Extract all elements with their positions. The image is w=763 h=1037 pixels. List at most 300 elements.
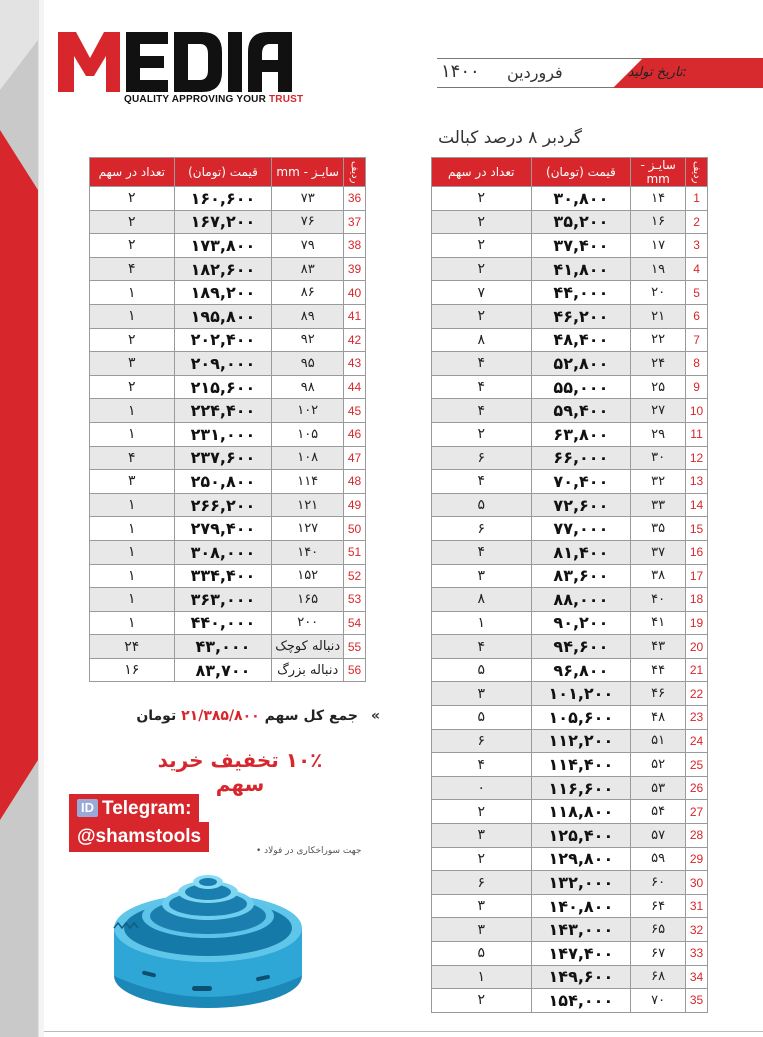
table-row (432, 706, 708, 730)
date-label: تاریخ تولید: (627, 65, 687, 80)
table-row (90, 635, 366, 659)
row-price: ۴۶,۲۰۰ (531, 304, 631, 328)
row-size: ۲۰۰ (272, 611, 344, 635)
row-count: ۱ (90, 588, 175, 612)
row-number: 14 (686, 493, 708, 517)
logo-wordmark (56, 28, 296, 94)
row-number: 37 (344, 210, 366, 234)
row-number: 4 (686, 257, 708, 281)
row-size: ۱۱۴ (272, 470, 344, 494)
row-price: ۱۸۲,۶۰۰ (174, 257, 272, 281)
header-row-number: ردیف (344, 158, 366, 187)
row-number: 15 (686, 517, 708, 541)
row-number: 23 (686, 706, 708, 730)
row-count: ۴ (432, 375, 532, 399)
row-count: ۲ (432, 422, 532, 446)
row-price: ۱۱۲,۲۰۰ (531, 729, 631, 753)
row-count: ۴ (432, 399, 532, 423)
table-row (90, 304, 366, 328)
row-size: ۶۸ (631, 965, 686, 989)
row-price: ۴۴۰,۰۰۰ (174, 611, 272, 635)
row-size: ۶۷ (631, 942, 686, 966)
table-row (432, 635, 708, 659)
date-month: فروردین (507, 63, 563, 82)
row-number: 18 (686, 588, 708, 612)
row-price: ۶۳,۸۰۰ (531, 422, 631, 446)
row-price: ۲۷۹,۴۰۰ (174, 517, 272, 541)
row-count: ۱۶ (90, 658, 175, 682)
row-count: ۳ (90, 470, 175, 494)
table-row (432, 588, 708, 612)
table-row (432, 446, 708, 470)
row-number: 38 (344, 234, 366, 258)
row-price: ۳۶۳,۰۰۰ (174, 588, 272, 612)
row-count: ۳ (432, 894, 532, 918)
row-price: ۱۴۷,۴۰۰ (531, 942, 631, 966)
row-size: ۱۶۵ (272, 588, 344, 612)
row-size: ۶۰ (631, 871, 686, 895)
table-row (90, 611, 366, 635)
side-divider (38, 0, 44, 1037)
row-price: ۹۴,۶۰۰ (531, 635, 631, 659)
row-size: دنباله کوچک (272, 635, 344, 659)
row-price: ۱۵۴,۰۰۰ (531, 989, 631, 1013)
row-price: ۱۱۶,۶۰۰ (531, 776, 631, 800)
row-price: ۸۳,۷۰۰ (174, 658, 272, 682)
row-number: 55 (344, 635, 366, 659)
row-count: ۴ (432, 540, 532, 564)
row-number: 3 (686, 234, 708, 258)
header-row-number: ردیف (686, 158, 708, 187)
row-price: ۱۴۰,۸۰۰ (531, 894, 631, 918)
table-header-row (432, 158, 708, 187)
row-size: ۱۶ (631, 210, 686, 234)
row-number: 13 (686, 470, 708, 494)
row-size: ۶۴ (631, 894, 686, 918)
row-number: 40 (344, 281, 366, 305)
table-row (432, 894, 708, 918)
row-count: ۲ (90, 375, 175, 399)
row-size: ۲۹ (631, 422, 686, 446)
row-price: ۲۳۱,۰۰۰ (174, 422, 272, 446)
row-price: ۳۳۴,۴۰۰ (174, 564, 272, 588)
row-price: ۱۹۵,۸۰۰ (174, 304, 272, 328)
table-row (90, 234, 366, 258)
row-number: 41 (344, 304, 366, 328)
row-size: ۵۹ (631, 847, 686, 871)
row-number: 36 (344, 187, 366, 211)
row-number: 8 (686, 352, 708, 376)
row-price: ۴۳,۰۰۰ (174, 635, 272, 659)
row-count: ۱ (90, 399, 175, 423)
row-size: ۷۶ (272, 210, 344, 234)
table-row (432, 824, 708, 848)
table-row (432, 328, 708, 352)
row-number: 28 (686, 824, 708, 848)
row-size: ۱۲۱ (272, 493, 344, 517)
header-price: قیمت (تومان) (531, 158, 631, 187)
row-size: ۱۲۷ (272, 517, 344, 541)
row-price: ۹۶,۸۰۰ (531, 658, 631, 682)
row-size: ۲۰ (631, 281, 686, 305)
table-row (432, 564, 708, 588)
row-price: ۲۰۲,۴۰۰ (174, 328, 272, 352)
row-price: ۳۰۸,۰۰۰ (174, 540, 272, 564)
row-price: ۳۵,۲۰۰ (531, 210, 631, 234)
table-row (90, 446, 366, 470)
row-number: 47 (344, 446, 366, 470)
table-row (432, 470, 708, 494)
row-count: ۶ (432, 446, 532, 470)
row-size: ۲۷ (631, 399, 686, 423)
row-price: ۴۴,۰۰۰ (531, 281, 631, 305)
header-count: تعداد در سهم (432, 158, 532, 187)
hole-saw-image (108, 858, 308, 1018)
row-number: 51 (344, 540, 366, 564)
row-number: 1 (686, 187, 708, 211)
row-count: ۵ (432, 493, 532, 517)
table-row (432, 257, 708, 281)
row-count: ۲ (90, 234, 175, 258)
row-size: ۳۰ (631, 446, 686, 470)
row-count: ۲ (90, 328, 175, 352)
table-row (432, 281, 708, 305)
table-row (432, 540, 708, 564)
row-number: 9 (686, 375, 708, 399)
row-price: ۲۳۷,۶۰۰ (174, 446, 272, 470)
row-price: ۳۰,۸۰۰ (531, 187, 631, 211)
row-count: ۲ (432, 234, 532, 258)
row-size: ۲۵ (631, 375, 686, 399)
row-count: ۱ (90, 422, 175, 446)
row-count: ۲ (432, 847, 532, 871)
row-count: ۴ (432, 352, 532, 376)
row-count: ۲ (432, 304, 532, 328)
row-size: ۷۹ (272, 234, 344, 258)
row-count: ۵ (432, 706, 532, 730)
row-number: 30 (686, 871, 708, 895)
telegram-handle[interactable]: @shamstools (69, 822, 209, 852)
row-size: ۴۳ (631, 635, 686, 659)
row-count: ۲ (90, 187, 175, 211)
table-row (90, 588, 366, 612)
logo-tagline: QUALITY APPROVING YOUR TRUST (124, 94, 304, 105)
row-size: ۹۸ (272, 375, 344, 399)
row-price: ۱۶۰,۶۰۰ (174, 187, 272, 211)
row-count: ۲ (432, 257, 532, 281)
row-price: ۵۲,۸۰۰ (531, 352, 631, 376)
table-row (90, 352, 366, 376)
row-size: ۵۱ (631, 729, 686, 753)
header-price: قیمت (تومان) (174, 158, 272, 187)
header-size: سایـز - mm (272, 158, 344, 187)
side-band-red (0, 0, 38, 1037)
row-number: 5 (686, 281, 708, 305)
row-count: ۶ (432, 871, 532, 895)
row-count: ۲ (432, 210, 532, 234)
row-count: ۸ (432, 588, 532, 612)
row-count: ۷ (432, 281, 532, 305)
row-price: ۸۸,۰۰۰ (531, 588, 631, 612)
row-number: 39 (344, 257, 366, 281)
row-size: ۱۹ (631, 257, 686, 281)
row-price: ۶۶,۰۰۰ (531, 446, 631, 470)
row-price: ۴۸,۴۰۰ (531, 328, 631, 352)
row-price: ۲۶۶,۲۰۰ (174, 493, 272, 517)
row-number: 42 (344, 328, 366, 352)
row-number: 6 (686, 304, 708, 328)
row-number: 50 (344, 517, 366, 541)
row-count: ۲ (432, 800, 532, 824)
row-count: ۱ (90, 281, 175, 305)
row-price: ۵۵,۰۰۰ (531, 375, 631, 399)
table-row (90, 493, 366, 517)
production-date-bar (437, 58, 763, 88)
table-row (432, 187, 708, 211)
row-count: ۲ (432, 187, 532, 211)
table-row (432, 965, 708, 989)
table-row (90, 375, 366, 399)
table-row (90, 399, 366, 423)
row-count: ۳ (90, 352, 175, 376)
row-price: ۳۷,۴۰۰ (531, 234, 631, 258)
table-row (432, 611, 708, 635)
row-size: ۲۱ (631, 304, 686, 328)
row-count: ۲ (432, 989, 532, 1013)
row-number: 20 (686, 635, 708, 659)
table-row (432, 399, 708, 423)
table-row (432, 422, 708, 446)
row-number: 44 (344, 375, 366, 399)
row-price: ۱۰۱,۲۰۰ (531, 682, 631, 706)
row-size: ۵۴ (631, 800, 686, 824)
row-size: ۴۸ (631, 706, 686, 730)
table-row (432, 729, 708, 753)
row-number: 21 (686, 658, 708, 682)
table-row (432, 918, 708, 942)
row-count: ۱ (90, 564, 175, 588)
row-size: ۷۳ (272, 187, 344, 211)
row-size: ۵۲ (631, 753, 686, 777)
row-size: ۹۵ (272, 352, 344, 376)
table-row (90, 564, 366, 588)
row-price: ۱۱۴,۴۰۰ (531, 753, 631, 777)
row-price: ۷۰,۴۰۰ (531, 470, 631, 494)
row-price: ۸۱,۴۰۰ (531, 540, 631, 564)
row-count: ۵ (432, 658, 532, 682)
row-count: ۸ (432, 328, 532, 352)
row-number: 7 (686, 328, 708, 352)
row-price: ۲۱۵,۶۰۰ (174, 375, 272, 399)
table-row (432, 352, 708, 376)
row-price: ۱۶۷,۲۰۰ (174, 210, 272, 234)
row-count: ۱ (432, 965, 532, 989)
table-row (432, 375, 708, 399)
table-row (432, 989, 708, 1013)
total-prefix: جمع کل سهم (264, 708, 358, 724)
row-count: ۳ (432, 682, 532, 706)
row-number: 43 (344, 352, 366, 376)
row-count: ۴ (432, 470, 532, 494)
row-size: ۴۶ (631, 682, 686, 706)
row-price: ۱۲۵,۴۰۰ (531, 824, 631, 848)
row-number: 33 (686, 942, 708, 966)
row-number: 26 (686, 776, 708, 800)
row-size: ۱۴۰ (272, 540, 344, 564)
table-row (432, 682, 708, 706)
row-count: ۱ (90, 517, 175, 541)
table-row (432, 658, 708, 682)
row-number: 35 (686, 989, 708, 1013)
price-table-right (431, 157, 708, 1013)
row-count: ۱ (432, 611, 532, 635)
row-size: ۳۸ (631, 564, 686, 588)
row-size: دنباله بزرگ (272, 658, 344, 682)
row-number: 27 (686, 800, 708, 824)
row-number: 19 (686, 611, 708, 635)
row-size: ۸۳ (272, 257, 344, 281)
row-size: ۱۵۲ (272, 564, 344, 588)
row-count: ۱ (90, 493, 175, 517)
row-count: ۶ (432, 517, 532, 541)
row-count: ۳ (432, 564, 532, 588)
row-size: ۹۲ (272, 328, 344, 352)
row-number: 22 (686, 682, 708, 706)
total-amount: ۲۱/۳۸۵/۸۰۰ (181, 708, 260, 724)
row-number: 29 (686, 847, 708, 871)
table-row (432, 210, 708, 234)
table-row (432, 800, 708, 824)
table-row (432, 871, 708, 895)
row-number: 31 (686, 894, 708, 918)
row-price: ۹۰,۲۰۰ (531, 611, 631, 635)
table-row (90, 187, 366, 211)
table-row (90, 328, 366, 352)
row-size: ۵۷ (631, 824, 686, 848)
row-size: ۳۳ (631, 493, 686, 517)
header-size: سایـز - mm (631, 158, 686, 187)
row-size: ۲۲ (631, 328, 686, 352)
table-row (432, 493, 708, 517)
table-row (90, 540, 366, 564)
chevron-icon: » (370, 708, 380, 724)
row-size: ۷۰ (631, 989, 686, 1013)
row-count: ۴ (90, 257, 175, 281)
row-count: ۱ (90, 304, 175, 328)
row-number: 2 (686, 210, 708, 234)
row-size: ۴۰ (631, 588, 686, 612)
row-price: ۱۳۲,۰۰۰ (531, 871, 631, 895)
row-price: ۱۷۳,۸۰۰ (174, 234, 272, 258)
row-number: 48 (344, 470, 366, 494)
table-row (90, 517, 366, 541)
row-size: ۱۰۵ (272, 422, 344, 446)
row-count: ۶ (432, 729, 532, 753)
date-year: ۱۴۰۰ (441, 61, 480, 82)
table-row (432, 304, 708, 328)
table-row (432, 517, 708, 541)
row-price: ۱۸۹,۲۰۰ (174, 281, 272, 305)
row-count: ۳ (432, 918, 532, 942)
bottom-rule (44, 1031, 763, 1032)
row-number: 25 (686, 753, 708, 777)
row-count: ۱ (90, 611, 175, 635)
row-count: ۵ (432, 942, 532, 966)
row-size: ۳۲ (631, 470, 686, 494)
brand-logo (56, 28, 304, 108)
discount-banner: ۱۰٪ تخفیف خرید سهم (157, 748, 323, 796)
row-number: 54 (344, 611, 366, 635)
row-number: 46 (344, 422, 366, 446)
row-size: ۱۰۸ (272, 446, 344, 470)
row-number: 32 (686, 918, 708, 942)
telegram-label[interactable]: ID Telegram: (69, 794, 199, 824)
row-size: ۲۴ (631, 352, 686, 376)
row-price: ۵۹,۴۰۰ (531, 399, 631, 423)
row-size: ۴۴ (631, 658, 686, 682)
row-number: 17 (686, 564, 708, 588)
table-row (432, 847, 708, 871)
table-row (432, 753, 708, 777)
row-size: ۳۵ (631, 517, 686, 541)
row-number: 11 (686, 422, 708, 446)
table-row (90, 422, 366, 446)
table-row (90, 658, 366, 682)
row-count: ۴ (432, 635, 532, 659)
row-size: ۸۹ (272, 304, 344, 328)
row-number: 49 (344, 493, 366, 517)
row-size: ۵۳ (631, 776, 686, 800)
row-price: ۱۱۸,۸۰۰ (531, 800, 631, 824)
table-header-row (90, 158, 366, 187)
id-badge-icon: ID (77, 799, 98, 817)
row-price: ۱۴۹,۶۰۰ (531, 965, 631, 989)
row-price: ۱۰۵,۶۰۰ (531, 706, 631, 730)
row-number: 53 (344, 588, 366, 612)
row-number: 45 (344, 399, 366, 423)
header-count: تعداد در سهم (90, 158, 175, 187)
row-count: ۲۴ (90, 635, 175, 659)
price-table-left (89, 157, 366, 682)
row-size: ۱۴ (631, 187, 686, 211)
row-number: 12 (686, 446, 708, 470)
table-row (432, 942, 708, 966)
row-price: ۱۴۳,۰۰۰ (531, 918, 631, 942)
total-suffix: تومان (136, 708, 177, 724)
row-size: ۴۱ (631, 611, 686, 635)
table-row (432, 776, 708, 800)
row-price: ۷۲,۶۰۰ (531, 493, 631, 517)
row-size: ۱۷ (631, 234, 686, 258)
row-count: ۳ (432, 824, 532, 848)
row-price: ۲۰۹,۰۰۰ (174, 352, 272, 376)
row-price: ۱۲۹,۸۰۰ (531, 847, 631, 871)
row-number: 10 (686, 399, 708, 423)
row-count: ۰ (432, 776, 532, 800)
row-price: ۷۷,۰۰۰ (531, 517, 631, 541)
row-number: 52 (344, 564, 366, 588)
table-row (90, 210, 366, 234)
product-caption: جهت سوراخکاری در فولاد • (256, 846, 362, 856)
row-price: ۲۵۰,۸۰۰ (174, 470, 272, 494)
row-number: 24 (686, 729, 708, 753)
row-number: 34 (686, 965, 708, 989)
row-number: 16 (686, 540, 708, 564)
row-count: ۴ (432, 753, 532, 777)
row-size: ۶۵ (631, 918, 686, 942)
table-row (90, 281, 366, 305)
row-size: ۸۶ (272, 281, 344, 305)
